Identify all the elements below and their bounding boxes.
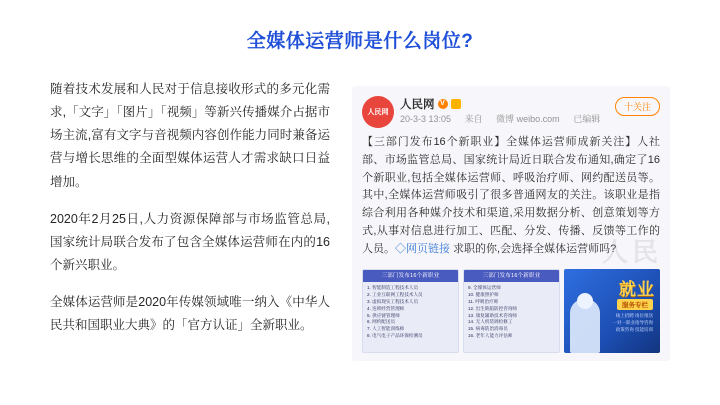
list-item: 12. 出生缺陷防控咨询师	[468, 305, 518, 311]
post-meta	[400, 112, 600, 125]
meta-sep-1	[457, 114, 460, 124]
body-text-column	[50, 78, 330, 337]
list-item: 10. 健康照护师	[468, 291, 499, 297]
banner-bullets	[613, 313, 654, 333]
image-1-header: 三部门发布16个新职业	[363, 270, 458, 282]
list-item: 16. 老年人能力评估师	[468, 333, 513, 339]
list-item: 14. 无人机装调检修工	[468, 319, 513, 325]
banner-bullet: 政策咨询 技能培训	[615, 326, 653, 332]
meta-sep-3	[565, 114, 568, 124]
post-image-row	[362, 269, 660, 353]
list-item: 3. 虚拟现实工程技术人员	[367, 298, 419, 304]
list-item: 5. 供应链管理师	[367, 312, 400, 318]
paragraph-3: 全媒体运营师是2020年传媒领域唯一纳入《中华人民共和国职业大典》的「官方认证」全新职业。	[50, 295, 330, 333]
account-row	[400, 96, 461, 112]
meta-sep-2	[488, 114, 491, 124]
image-2-body	[464, 282, 559, 343]
list-item: 8. 电气电子产品环保检测员	[367, 333, 423, 339]
banner-bullet: 一对一职业指导咨询	[612, 319, 653, 325]
medal-icon	[451, 99, 461, 109]
list-item: 7. 人工智能训练师	[367, 326, 405, 332]
post-source-label: 来自	[464, 114, 483, 124]
image-2-header: 三部门发布16个新职业	[464, 270, 559, 282]
weibo-header	[362, 94, 660, 132]
post-body-tail: 求职的你,会选择全媒体运营师吗?	[450, 242, 617, 255]
page-title: 全媒体运营师是什么岗位?	[246, 31, 474, 52]
weibo-post-card	[352, 86, 670, 361]
paragraph-2: 2020年2月25日,人力资源保障部与市场监管总局,国家统计局联合发布了包含全媒体运营师在内的16个新兴职业。	[50, 211, 330, 272]
post-timestamp: 20-3-3 13:05	[400, 114, 452, 124]
follow-button[interactable]: 十关注	[615, 97, 660, 116]
list-item: 4. 连锁经营管理师	[367, 305, 405, 311]
banner-subtitle: 服务专栏	[617, 299, 653, 310]
post-source-client[interactable]: 微博 weibo.com	[496, 114, 560, 124]
list-item: 6. 网约配送员	[367, 319, 396, 325]
banner-bullet: 线上招聘 岗位推送	[615, 313, 653, 318]
post-body	[362, 134, 660, 259]
list-item: 9. 全媒体运营师	[468, 285, 501, 290]
list-item: 13. 康复辅助技术咨询师	[468, 312, 518, 318]
list-item: 2. 工业互联网工程技术人员	[367, 291, 423, 297]
account-name[interactable]: 人民网	[400, 99, 435, 111]
list-item: 1. 智能制造工程技术人员	[367, 285, 419, 290]
paragraph-1: 随着技术发展和人民对于信息接收形式的多元化需求,「文字」「图片」「视频」等新兴传播媒介占据市场主流,富有文字与音视频内容创作能力同时兼备运营与增长思维的全面型媒体运营人才需求缺口日益增加。	[50, 82, 330, 189]
verified-badge-icon: V	[438, 99, 448, 109]
list-item: 15. 病毒防治消毒员	[468, 326, 508, 332]
image-1-body	[363, 282, 458, 343]
post-image-2[interactable]	[463, 269, 560, 353]
post-link[interactable]: ◇网页链接	[395, 242, 450, 255]
list-item: 11. 呼吸治疗师	[468, 298, 499, 304]
post-edited-label: 已编辑	[573, 114, 601, 124]
post-image-3[interactable]	[564, 269, 660, 353]
post-body-text: 【三部门发布16个新职业】全媒体运营师成新关注】人社部、市场监管总局、国家统计局近日联合发布通知,确定了16个新职业,包括全媒体运营师、呼吸治疗师、网约配送员等。其中,全媒体运营师吸引了很多普通网友的关注。该职业是指综合利用各种媒介技术和渠道,采用数据分析、创意策划等方式,从事对信息进行加工、匹配、分发、传播、反馈等工作的人员。	[362, 136, 660, 255]
watermark: 人民	[601, 237, 662, 267]
avatar: 人民网	[362, 96, 394, 128]
person-head-icon	[577, 293, 593, 309]
post-image-1[interactable]	[362, 269, 459, 353]
banner-headline: 就业	[619, 280, 655, 299]
